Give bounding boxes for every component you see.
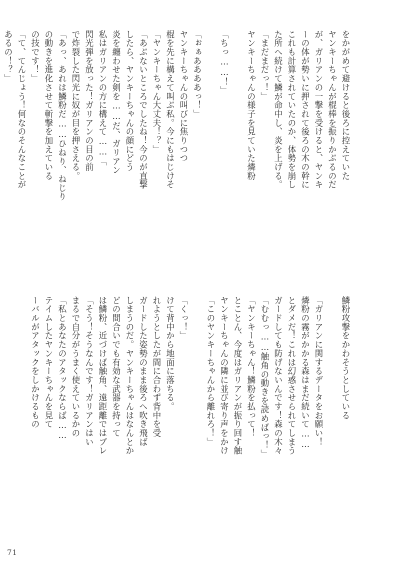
text-line xyxy=(204,30,218,258)
text-line: 「ぉぁああああっ！」 xyxy=(192,30,203,119)
text-line: 「むむっ……触角の動きを読めばっ！」 xyxy=(260,296,270,459)
text-block-top xyxy=(3,30,352,258)
text-line: 「このヤンキーちゃんから離れろ！」 xyxy=(206,296,216,447)
text-line: 「ヤンキーちゃん大丈夫！？」 xyxy=(152,30,162,154)
text-line: ヤンキーちゃんが棍棒を振りかぶるのだ xyxy=(327,30,338,190)
text-line: 私はガリアンの方に構えて……「 xyxy=(98,30,108,166)
text-line: ーの体が勢いに押されて後ろの木の幹に xyxy=(300,30,311,190)
text-line: れようとしたが間に合わず背中を受 xyxy=(152,296,162,438)
text-line: 燐粉の霧がかかる森はまだ続いて…… xyxy=(300,296,311,450)
text-line: 「て、てんじょう！何なのそんなことが xyxy=(17,30,27,190)
text-line: 炎を纏わせた剣を……だ、ガリアン xyxy=(111,30,122,175)
text-line: は鱗粉、近づけば触角、遠距離ではブレ xyxy=(98,296,108,456)
text-line: が、ガリアンの一撃を受けると、ヤンキ xyxy=(314,30,324,190)
text-line: 「ヤンキーちゃん！鱗粉を払って！ xyxy=(246,296,257,438)
text-line: 「私とあなたのアタックならば…… xyxy=(57,296,68,441)
text-line: 「そう！そうなんです！ガリアンはい xyxy=(84,296,95,447)
text-line: ガードしても防げないんです！森の木々 xyxy=(273,296,284,456)
text-line: 「ちっ……！」 xyxy=(219,30,230,96)
text-line: けて背中から地面に落ちる。 xyxy=(165,296,176,411)
text-line: 「あっ、あれは鱗粉だ……ひねり、ねじり xyxy=(57,30,68,202)
text-line: あるの！？」 xyxy=(3,30,14,84)
text-line: これも計算されていたのか、体勢を崩し xyxy=(287,30,297,190)
text-line: したら、ヤンキーちゃんの顔にどう xyxy=(125,30,135,172)
text-line: 「あぶないところでしたね！今のが直撃 xyxy=(138,30,149,190)
bottom-text-columns xyxy=(28,296,352,520)
text-line: で炸裂した閃光に奴が目を押さえる。 xyxy=(71,30,81,181)
page-number: 71 xyxy=(7,548,18,557)
text-line: ーバルがアタックをしかけるもの xyxy=(30,296,41,429)
text-line: まるで自分がうまく使えているかの xyxy=(71,296,81,438)
text-line: ヤンキーちゃんの様子を見ていた燐粉 xyxy=(246,30,257,181)
text-line: をかがめて避けると後ろに控えていた xyxy=(341,30,351,181)
text-line: た所へ続けて鱗が命中し、炎を上げる。 xyxy=(273,30,284,190)
text-line: テイムしたヤンキーちゃんを見て xyxy=(44,296,54,429)
text-line xyxy=(231,30,245,258)
text-line: の動きを進化させて斬撃を加えている xyxy=(44,30,54,181)
text-line: ヤンキーちゃんの叫びに焦りつつ xyxy=(179,30,189,163)
text-block-bottom xyxy=(30,296,352,520)
text-line xyxy=(190,296,204,520)
text-line: 「まだまだっ！」 xyxy=(260,30,270,101)
text-line xyxy=(325,296,339,520)
text-line: 「ガリアンに関するデータをお願い！ xyxy=(314,296,324,447)
text-line: ヤンキーちゃんの隣に並び寄り声をかけ xyxy=(219,296,230,456)
text-line: とダメだ！これは幻惑させられてしまう xyxy=(287,296,297,456)
text-line: の技です！」 xyxy=(30,30,41,84)
text-line: 閃光弾を放った！ガリアンの目の前 xyxy=(84,30,95,172)
text-line: 「くっ！」 xyxy=(179,296,189,341)
text-line: とことん、今度はガリアンが振り回す触 xyxy=(233,296,243,456)
text-line: 鱗粉攻撃をかわそうとしている xyxy=(341,296,351,420)
text-line: どの間合いでも有効な武器を持って xyxy=(111,296,122,438)
top-text-columns xyxy=(0,30,352,258)
text-line: ガードした姿勢のまま後ろへ吹き飛ば xyxy=(138,296,149,447)
text-line: 棍を先に構えて叫ぶ私。今にもはじけそ xyxy=(165,30,176,190)
text-line: しまうのだ。ヤンキーちゃんはなんとか xyxy=(125,296,135,456)
